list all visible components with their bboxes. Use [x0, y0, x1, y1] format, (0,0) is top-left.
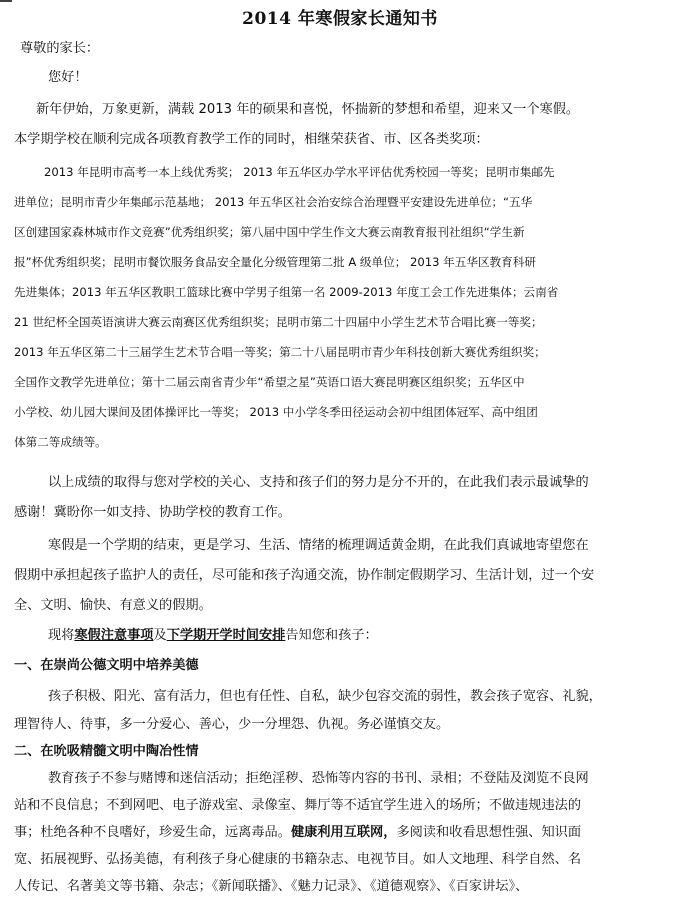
- section2-heading: 二、在吮吸精髓文明中陶冶性情: [14, 744, 199, 759]
- section1-line-2: 理智待人、待事，多一分爱心、善心，少一分埋怨、仇视。务必谨慎交友。: [14, 717, 450, 732]
- awards-line-2: 进单位；昆明市青少年集邮示范基地； 2013 年五华区社会治安综合治理暨平安建设先进单位；“五华: [14, 195, 533, 209]
- winter-line-3: 全、文明、愉快、有意义的假期。: [14, 598, 212, 613]
- section2-line-2: 站和不良信息；不到网吧、电子游戏室、录像室、舞厅等不适宜学生进入的场所；不做违规违法的: [14, 798, 582, 813]
- section2-line-5: 人传记、名著美文等书籍、杂志；《新闻联播》、《魅力记录》、《道德观察》、《百家讲坛》、: [14, 879, 529, 894]
- winter-line-2: 假期中承担起孩子监护人的责任，尽可能和孩子沟通交流，协作制定假期学习、生活计划，过一个安: [14, 568, 595, 583]
- awards-line-7: 2013 年五华区第二十三届学生艺术节合唱一等奖；第二十八届昆明市青少年科技创新大赛优秀组织奖；: [14, 345, 546, 359]
- notice-and: 及: [153, 628, 167, 643]
- section2-line-4: 宽、拓展视野、弘扬美德，有利孩子身心健康的书籍杂志、电视节目。如人文地理、科学自然、名: [14, 852, 582, 867]
- school-start-link: 下学期开学时间安排: [166, 628, 286, 643]
- thanks-line-1: 以上成绩的取得与您对学校的关心、支持和孩子们的努力是分不开的，在此我们表示最诚挚的: [48, 475, 589, 490]
- section2-line-3: [14, 824, 581, 842]
- awards-line-8: 全国作文教学先进单位；第十二届云南省青少年“希望之星”英语口语大赛昆明赛区组织奖；五华区中: [14, 375, 525, 389]
- awards-line-10: 体第二等成绩等。: [14, 435, 107, 449]
- section2-line-1: 教育孩子不参与赌博和迷信活动；拒绝淫秽、恐怖等内容的书刊、录相；不登陆及浏览不良网: [48, 771, 589, 786]
- awards-line-4: 报”杯优秀组织奖；昆明市餐饮服务食品安全量化分级管理第二批 A 级单位； 2013 年五华区教育科研: [14, 255, 536, 269]
- awards-line-3: 区创建国家森林城市作文竞赛”优秀组织奖；第八届中国中学生作文大赛云南教育报刊社组织“学生新: [14, 225, 525, 239]
- internet-rest: 多阅读和收看思想性强、知识面: [396, 825, 582, 840]
- section2-line-3-text: 事；杜绝各种不良嗜好，珍爱生命，远离毒品。: [14, 825, 291, 840]
- notice-line: [48, 627, 378, 645]
- winter-notes-link: 寒假注意事项: [74, 628, 154, 643]
- section1-heading: 一、在崇尚公德文明中培养美德: [14, 658, 199, 673]
- corner-mark: [0, 0, 12, 2]
- intro-line-1: 新年伊始，万象更新，满载 2013 年的硕果和喜悦，怀揣新的梦想和希望，迎来又一个寒假。: [36, 102, 580, 117]
- awards-line-1: 2013 年昆明市高考一本上线优秀奖； 2013 年五华区办学水平评估优秀校园一等奖；昆明市集邮先: [44, 165, 555, 179]
- winter-line-1: 寒假是一个学期的结束，更是学习、生活、情绪的梳理调适黄金期，在此我们真诚地寄望您在: [48, 538, 589, 553]
- awards-line-9: 小学校、幼儿园大课间及团体操评比一等奖； 2013 中小学冬季田径运动会初中组团体冠军、高中组团: [14, 405, 538, 419]
- notice-suffix: 告知您和孩子：: [285, 628, 378, 643]
- document-title: 2014 年寒假家长通知书: [242, 9, 438, 29]
- thanks-line-2: 感谢！冀盼你一如支持、协助学校的教育工作。: [14, 505, 291, 520]
- salutation: 尊敬的家长：: [20, 41, 100, 56]
- section1-line-1: 孩子积极、阳光、富有活力，但也有任性、自私，缺少包容交流的弱性，教会孩子宽容、礼貌，: [48, 689, 602, 704]
- awards-line-6: 21 世纪杯全国英语演讲大赛云南赛区优秀组织奖；昆明市第二十四届中小学生艺术节合唱比赛一等奖；: [14, 315, 543, 329]
- notice-prefix: 现将: [48, 628, 75, 643]
- awards-line-5: 先进集体；2013 年五华区教职工篮球比赛中学男子组第一名 2009-2013 年度工会工作先进集体；云南省: [14, 285, 559, 299]
- internet-bold: 健康利用互联网，: [290, 825, 397, 840]
- intro-line-2: 本学期学校在顺利完成各项教育教学工作的同时，相继荣获省、市、区各类奖项：: [14, 132, 489, 147]
- greeting: 您好！: [48, 70, 88, 85]
